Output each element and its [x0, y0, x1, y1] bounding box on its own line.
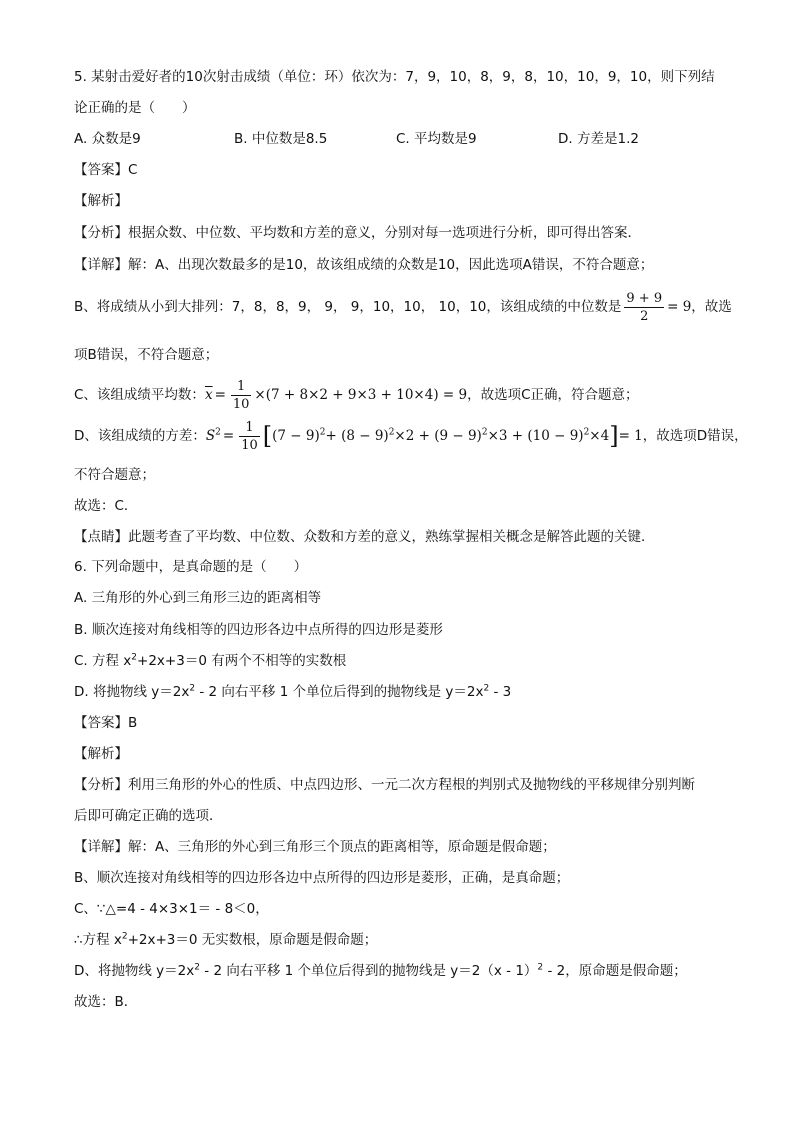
q6-optd-pre: D. 将抛物线 y＝2x — [74, 684, 190, 700]
q5-options — [74, 130, 714, 148]
q5-c-frac-den: 10 — [232, 396, 250, 412]
q6-c2-post: +2x+3＝0 无实数根，原命题是假命题； — [127, 932, 378, 948]
q5-stem-line2: 论正确的是（ ） — [74, 100, 196, 116]
q6-step-b: B、顺次连接对角线相等的四边形各边中点所得的四边形是菱形，正确，是真命题； — [74, 870, 570, 886]
q5-d-eq: = — [222, 428, 235, 444]
q6-option-b: B. 顺次连接对角线相等的四边形各边中点所得的四边形是菱形 — [74, 622, 443, 638]
q5-d-frac-num: 1 — [239, 420, 260, 437]
q6-d-post: - 2，原命题是假命题； — [543, 963, 687, 979]
q5-b-suffix: = 9，故选 — [667, 299, 732, 315]
q6-answer: 【答案】B — [74, 715, 138, 731]
q5-c-expr: ×(7 + 8×2 + 9×3 + 10×4) = 9 — [254, 387, 468, 403]
q5-d-rbracket: ] — [609, 422, 619, 450]
q5-d-frac-den: 10 — [241, 437, 258, 453]
q5-d-term5: ×4 — [589, 428, 610, 444]
q6-optd-sup: 2 — [189, 683, 196, 694]
q5-c-eq: = — [214, 387, 226, 403]
q6-guxuan: 故选：B． — [74, 994, 138, 1010]
q6-option-d — [74, 683, 511, 701]
q6-d-sup: 2 — [194, 962, 200, 973]
q6-option-a: A. 三角形的外心到三角形三边的距离相等 — [74, 590, 322, 606]
q5-d-sq4: 2 — [583, 427, 590, 438]
q6-d-sup2: 2 — [537, 962, 544, 973]
q6-fenxi-line2: 后即可确定正确的选项． — [74, 808, 223, 824]
q6-analysis-heading: 【解析】 — [74, 746, 128, 762]
q5-b-frac-num: 9 + 9 — [626, 290, 663, 306]
q5-c-xbar: $\overline{x}$ — [204, 387, 213, 403]
q5-b-line2: 项B错误，不符合题意； — [74, 347, 219, 363]
q5-option-b: B. 中位数是8.5 — [234, 131, 328, 147]
q5-answer: 【答案】C — [74, 162, 138, 178]
q6-d-mid: - 2 向右平移 1 个单位后得到的抛物线是 y＝2（x - 1） — [200, 963, 538, 979]
q5-d-sq2: 2 — [388, 427, 395, 438]
q5-c-suffix: ，故选项C正确，符合题意； — [467, 387, 639, 403]
q5-d-term3: ×2 + (9 − 9) — [394, 428, 482, 444]
q6-optc-pre: C. 方程 x — [74, 653, 132, 669]
q5-step-b — [74, 290, 732, 324]
q5-option-c: C. 平均数是9 — [396, 131, 477, 147]
q6-optc-sup: 2 — [131, 652, 138, 663]
q6-optd-mid: - 2 向右平移 1 个单位后得到的抛物线是 y＝2x — [195, 684, 484, 700]
q6-optd-post: - 3 — [489, 684, 512, 700]
q5-d-term1: (7 − 9) — [272, 428, 320, 444]
q5-d-prefix: D、该组成绩的方差： — [74, 428, 206, 444]
q5-stem-line1: 5. 某射击爱好者的10次射击成绩（单位：环）依次为：7，9，10，8，9，8，10，10，9，10，则下列结 — [74, 69, 715, 85]
q5-step-c — [74, 378, 639, 412]
q6-c2-pre: ∴方程 x — [74, 932, 122, 948]
q5-b-frac-den: 2 — [640, 308, 649, 324]
q5-d-line2: 不符合题意； — [74, 467, 155, 483]
q5-xiangjie-a: 【详解】解：A、出现次数最多的是10，故该组成绩的众数是10，因此选项A错误，不符合题意； — [74, 257, 654, 273]
q5-d-term4: ×3 + (10 − 9) — [487, 428, 584, 444]
q5-d-result: = 1 — [618, 428, 643, 444]
q6-optd-sup2: 2 — [483, 683, 490, 694]
q5-dianjing: 【点睛】此题考查了平均数、中位数、众数和方差的意义，熟练掌握相关概念是解答此题的关键． — [74, 529, 655, 545]
q5-c-frac-num: 1 — [231, 379, 252, 396]
q5-d-sq1: 2 — [319, 427, 326, 438]
q6-c2-sup: 2 — [121, 931, 128, 942]
q6-d-pre: D、将抛物线 y＝2x — [74, 963, 195, 979]
q6-optc-post: +2x+3＝0 有两个不相等的实数根 — [137, 653, 347, 669]
q5-c-prefix: C、该组成绩平均数： — [74, 387, 205, 403]
q5-analysis-heading: 【解析】 — [74, 193, 128, 209]
q5-b-fraction — [624, 291, 664, 324]
q5-step-d — [74, 418, 748, 454]
q5-d-sq3: 2 — [481, 427, 488, 438]
q6-option-c — [74, 652, 346, 670]
q6-fenxi-line1: 【分析】利用三角形的外心的性质、中点四边形、一元二次方程根的判别式及抛物线的平移规律分别判断 — [74, 777, 695, 793]
q5-option-a: A. 众数是9 — [74, 131, 141, 147]
q5-b-prefix: B、将成绩从小到大排列：7，8，8，9， 9， 9，10，10， 10，10，该组成绩的中位数是 — [74, 299, 622, 315]
q5-d-suffix: ，故选项D错误， — [642, 428, 748, 444]
q6-stem: 6. 下列命题中，是真命题的是（ ） — [74, 559, 308, 575]
q5-option-d: D. 方差是1.2 — [558, 131, 639, 147]
q5-c-fraction — [231, 379, 252, 412]
q6-step-d — [74, 962, 687, 980]
q5-d-lbracket: [ — [262, 422, 273, 450]
q5-fenxi: 【分析】根据众数、中位数、平均数和方差的意义，分别对每一选项进行分析，即可得出答案． — [74, 225, 641, 241]
q5-d-s: S — [205, 428, 216, 444]
q5-d-term2: + (8 − 9) — [325, 428, 389, 444]
q6-step-c1: C、∵△=4 - 4×3×1＝ - 8＜0， — [74, 901, 269, 917]
q5-guxuan: 故选：C． — [74, 498, 138, 514]
q5-d-fraction — [239, 420, 260, 453]
q6-step-c2 — [74, 931, 377, 949]
q6-xiangjie-a: 【详解】解：A、三角形的外心到三角形三个顶点的距离相等，原命题是假命题； — [74, 839, 556, 855]
q5-d-s-sq: 2 — [215, 427, 221, 438]
